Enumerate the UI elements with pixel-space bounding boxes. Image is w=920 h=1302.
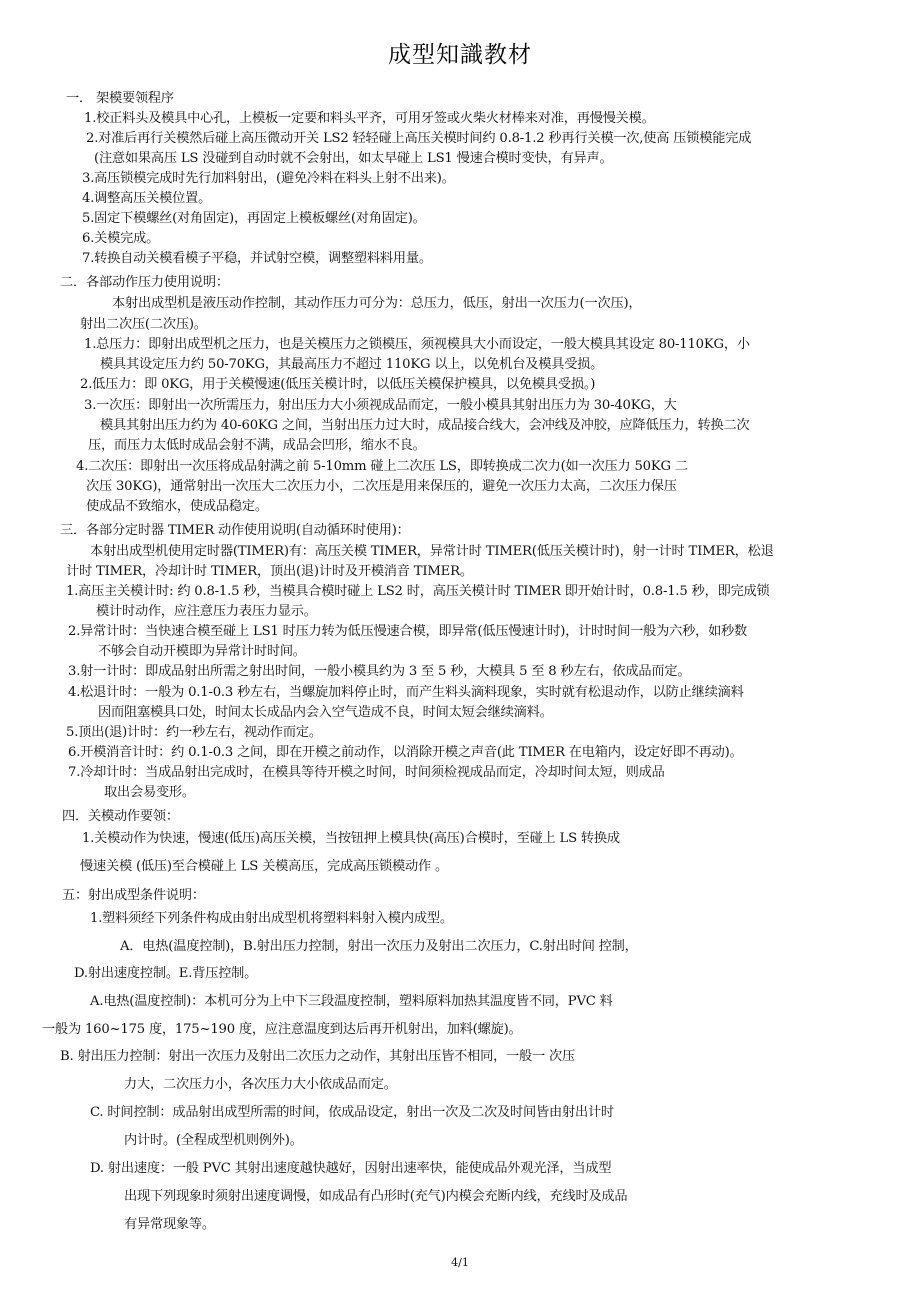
text-line: 4.二次压：即射出一次压将成品射满之前 5-10mm 碰上二次压 LS，即转换成二次力(如一次压力 50KG 二 xyxy=(76,459,688,474)
text-line: 因而阻塞模具口处，时间太长成品内会入空气造成不良，时间太短会继续滴料。 xyxy=(98,705,553,720)
text-line: A.电热(温度控制)：本机可分为上中下三段温度控制，塑料原料加热其温度皆不同，PVC 料 xyxy=(90,994,613,1009)
text-line: 1.总压力：即射出成型机之压力，也是关模压力之锁模压，须视模具大小而设定，一般大模具其设定 80-110KG，小 xyxy=(84,337,750,352)
text-line: 2.低压力：即 0KG，用于关模慢速(低压关模计时，以低压关模保护模具，以免模具受损。) xyxy=(80,377,596,392)
text-line: 压，而压力太低时成品会射不满，成品会凹形，缩水不良。 xyxy=(88,438,426,453)
text-line: 力大，二次压力小，各次压力大小依成品而定。 xyxy=(124,1077,397,1092)
text-line: 本射出成型机使用定时器(TIMER)有：高压关模 TIMER，异常计时 TIMER(低压关模计时)，射一计时 TIMER，松退 xyxy=(90,544,774,559)
document-title: 成型知識教材 xyxy=(388,42,532,68)
text-line: 计时 TIMER，冷却计时 TIMER，顶出(退)计时及开模消音 TIMER。 xyxy=(66,564,473,579)
section-heading: 五：射出成型条件说明： xyxy=(62,888,205,903)
text-line: 2.对准后再行关模然后碰上高压微动开关 LS2 轻轻碰上高压关模时间约 0.8-1.2 秒再行关模一次,使高 压锁模能完成 xyxy=(86,131,752,146)
text-line: C. 时间控制：成品射出成型所需的时间，依成品设定，射出一次及二次及时间皆由射出计时 xyxy=(90,1105,614,1120)
section-heading: 一． 架模要领程序 xyxy=(66,91,174,106)
text-line: 7.冷却计时：当成品射出完成时，在模具等待开模之时间，时间须检视成品而定，冷却时间太短，则成品 xyxy=(68,765,665,780)
text-line: 3.高压锁模完成时先行加料射出，(避免冷料在料头上射不出来)。 xyxy=(82,171,455,186)
text-line: 6.开模消音计时：约 0.1-0.3 之间，即在开模之前动作，以消除开模之声音(此 TIMER 在电箱内，设定好即不再动)。 xyxy=(68,745,743,760)
text-line: 模具其设定压力约 50-70KG，其最高压力不超过 110KG 以上，以免机台及模具受损。 xyxy=(100,357,604,372)
text-line: 一般为 160~175 度，175~190 度，应注意温度到达后再开机射出，加料(螺旋)。 xyxy=(42,1022,522,1037)
text-line: D.射出速度控制。E.背压控制。 xyxy=(74,966,258,981)
text-line: 模计时动作，应注意压力表压力显示。 xyxy=(96,604,317,619)
text-line: 1.校正料头及模具中心孔，上模板一定要和料头平齐，可用牙签或火柴火材棒来对准，再慢慢关模。 xyxy=(84,111,655,126)
text-line: 射出二次压(二次压)。 xyxy=(80,317,207,332)
text-line: A．电热(温度控制)，B.射出压力控制，射出一次压力及射出二次压力，C.射出时间 控制， xyxy=(120,939,638,954)
text-line: 4.调整高压关模位置。 xyxy=(82,191,212,206)
text-line: 5.顶出(退)计时：约一秒左右，视动作而定。 xyxy=(66,725,322,740)
text-line: 使成品不致缩水，使成品稳定。 xyxy=(86,499,268,514)
text-line: 7.转换自动关模看模子平稳，并试射空模，调整塑料料用量。 xyxy=(82,251,432,266)
text-line: 不够会自动开模即为异常计时时间。 xyxy=(98,644,306,659)
text-line: 本射出成型机是液压动作控制，其动作压力可分为：总压力，低压，射出一次压力(一次压)， xyxy=(112,296,642,311)
page-number: 4/1 xyxy=(451,1256,469,1269)
text-line: 1.塑料须经下列条件构成由射出成型机将塑料料射入模内成型。 xyxy=(90,911,453,926)
text-line: 4.松退计时：一般为 0.1-0.3 秒左右，当螺旋加料停止时，而产生料头滴料现象，实时就有松退动作，以防止继续滴料 xyxy=(68,685,744,700)
text-line: 有异常现象等。 xyxy=(124,1217,215,1232)
section-heading: 二．各部动作压力使用说明： xyxy=(60,275,229,290)
text-line: 取出会易变形。 xyxy=(104,785,195,800)
text-line: 3.一次压：即射出一次所需压力，射出压力大小须视成品而定，一般小模具其射出压力为 30-40KG，大 xyxy=(84,398,677,413)
text-line: 内计时。(全程成型机则例外)。 xyxy=(124,1133,303,1148)
text-line: 模具其射出压力约为 40-60KG 之间，当射出压力过大时，成品接合线大，会冲线及冲胶，应降低压力，转换二次 xyxy=(100,418,750,433)
text-line: 5.固定下模螺丝(对角固定)，再固定上模板螺丝(对角固定)。 xyxy=(82,211,426,226)
text-line: D. 射出速度：一般 PVC 其射出速度越快越好，因射出速率快，能使成品外观光泽，当成型 xyxy=(90,1161,612,1176)
section-heading: 三．各部分定时器 TIMER 动作使用说明(自动循环时使用)： xyxy=(60,523,410,538)
text-line: B. 射出压力控制：射出一次压力及射出二次压力之动作，其射出压皆不相同，一般一 次压 xyxy=(60,1049,575,1064)
text-line: 1.关模动作为快速，慢速(低压)高压关模，当按钮押上模具快(高压)合模时，至碰上 LS 转换成 xyxy=(82,831,620,846)
text-line: 慢速关模 (低压)至合模碰上 LS 关模高压，完成高压锁模动作 。 xyxy=(80,859,448,874)
section-heading: 四．关模动作要领： xyxy=(62,809,179,824)
text-line: 1.高压主关模计时: 约 0.8-1.5 秒，当模具合模时碰上 LS2 时，高压关模计时 TIMER 即开始计时，0.8-1.5 秒，即完成锁 xyxy=(66,584,770,599)
text-line: (注意如果高压 LS 没碰到自动时就不会射出，如太早碰上 LS1 慢速合模时变快，有异声。 xyxy=(94,151,613,166)
text-line: 次压 30KG)，通常射出一次压大二次压力小，二次压是用来保压的，避免一次压力太高，二次压力保压 xyxy=(86,479,677,494)
text-line: 2.异常计时：当快速合模至碰上 LS1 时压力转为低压慢速合模，即异常(低压慢速计时)，计时时间一般为六秒，如秒数 xyxy=(68,624,748,639)
text-line: 3.射一计时：即成品射出所需之射出时间，一般小模具约为 3 至 5 秒，大模具 5 至 8 秒左右，依成品而定。 xyxy=(68,664,691,679)
text-line: 出现下列现象时须射出速度调慢，如成品有凸形时(充气)内模会充断内线，充线时及成品 xyxy=(124,1189,628,1204)
text-line: 6.关模完成。 xyxy=(82,231,160,246)
